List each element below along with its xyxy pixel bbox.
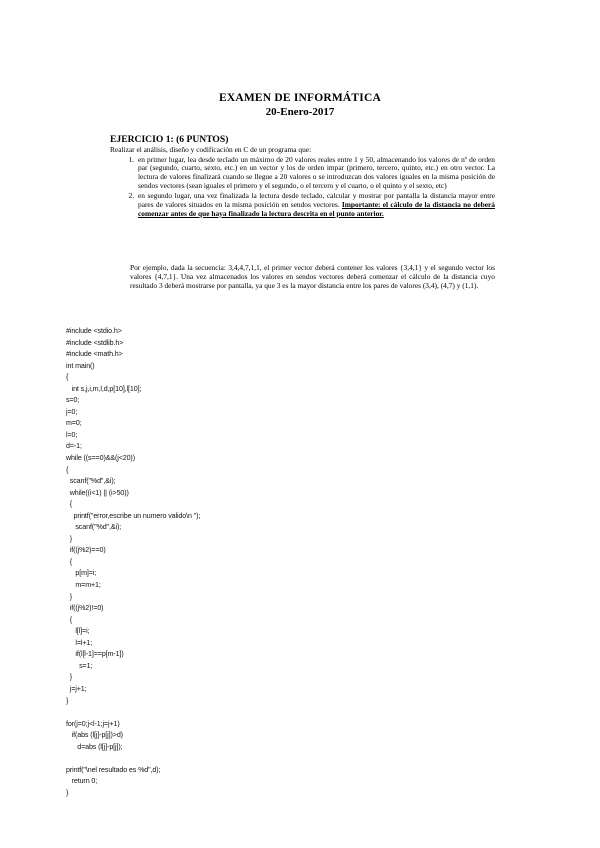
code-line: return 0; — [66, 777, 98, 786]
code-line: l=l+1; — [66, 638, 93, 647]
list-item — [136, 192, 495, 218]
code-line: { — [66, 557, 73, 566]
important-note: Importante: el cálculo de la distancia no deberá comenzar antes de que haya finalizado la lectura descrita en el punto anterior. — [138, 200, 495, 218]
code-line: } — [66, 534, 73, 543]
page-title: EXAMEN DE INFORMÁTICA — [218, 92, 381, 104]
code-line: j=0; — [66, 407, 78, 416]
exercise-heading: EJERCICIO 1: (6 PUNTOS) — [110, 134, 229, 145]
code-line: m=m+1; — [66, 581, 101, 590]
code-line: s=0; — [66, 396, 80, 405]
code-line: d=-1; — [66, 442, 82, 451]
code-line: int main() — [66, 361, 95, 370]
code-line: p[m]=i; — [66, 569, 97, 578]
code-line: d=abs (l[j]-p[j]); — [66, 742, 123, 751]
exercise-requirements-list — [110, 156, 495, 219]
code-line: } — [66, 673, 73, 682]
code-line: { — [66, 373, 69, 382]
code-line: for(j=0;j<l-1;j=j+1) — [66, 719, 120, 728]
code-line: #include <stdio.h> — [66, 327, 122, 335]
code-line: scanf("%d",&i); — [66, 523, 122, 532]
code-line: #include <math.h> — [66, 350, 123, 359]
code-line: } — [66, 592, 73, 601]
exercise-example: Por ejemplo, dada la secuencia: 3,4,4,7,1,1, el primer vector deberá contener los valores {3,4,1} y el segundo vector los valores {4,7,1}. Una vez almacenados los valores en sendos vectores deberá comenzar el cálculo de la distancia cuyo resultado 3 deberá mostrarse por pantalla, ya que 3 es la mayor distancia entre los pares de valores (3,4), (4,7) y (1,1). — [130, 263, 495, 290]
code-line — [66, 707, 486, 719]
code-line: l=0; — [66, 430, 78, 439]
code-line: s=1; — [66, 661, 93, 670]
document-title-block — [0, 92, 600, 119]
code-line: } — [66, 696, 69, 705]
code-line: printf("\nel resultado es %d",d); — [66, 765, 161, 774]
exam-date: 20-Enero-2017 — [265, 106, 335, 118]
code-line: l[l]=i; — [66, 627, 90, 636]
c-code-listing — [66, 326, 486, 799]
code-line: if(abs (l[j]-p[j])>d) — [66, 731, 123, 740]
code-line: { — [66, 615, 73, 624]
exercise-intro: Realizar el análisis, diseño y codificación en C de un programa que: — [110, 145, 312, 154]
code-line: int s,j,i,m,l,d,p[10],l[10]; — [66, 384, 142, 393]
list-item — [136, 156, 495, 191]
code-line: j=j+1; — [66, 684, 87, 693]
requirement-text-1: en primer lugar, lea desde teclado un máximo de 20 valores reales entre 1 y 50, almacenando los valores de nº de orden par (segundo, cuarto, sexto, etc.) en un vector y los de orden impar (primero, tercero, quinto, etc.) en otro vector. La lectura de valores finalizará cuando se llegue a 20 valores o se introduzcan dos valores iguales en la misma posición de sendos vectores (sean iguales el primero y el segundo, o el tercero y el cuarto, o el quinto y el sexto, etc) — [138, 154, 495, 190]
code-line: } — [66, 788, 69, 797]
code-line — [66, 753, 486, 765]
code-line: printf("error,escribe un numero valido\n "); — [66, 511, 201, 520]
exercise-statement — [110, 134, 495, 221]
code-line: { — [66, 500, 73, 509]
code-line: if(l[l-1]==p[m-1]) — [66, 650, 124, 659]
code-line: scanf("%d",&i); — [66, 477, 116, 486]
code-line: #include <stdlib.h> — [66, 338, 124, 347]
code-line: while((i<1) || (i>50)) — [66, 488, 129, 497]
code-line: if((j%2)!=0) — [66, 604, 104, 613]
code-line: { — [66, 465, 69, 474]
code-line: m=0; — [66, 419, 82, 428]
requirement-text-2: en segundo lugar, una vez finalizada la lectura desde teclado, calcular y mostrar por pantalla la distancia mayor entre pares de valores situados en la misma posición en sendos vectores. — [138, 191, 495, 210]
code-line: while ((s==0)&&(j<20)) — [66, 454, 135, 463]
code-line: if((j%2)==0) — [66, 546, 106, 555]
